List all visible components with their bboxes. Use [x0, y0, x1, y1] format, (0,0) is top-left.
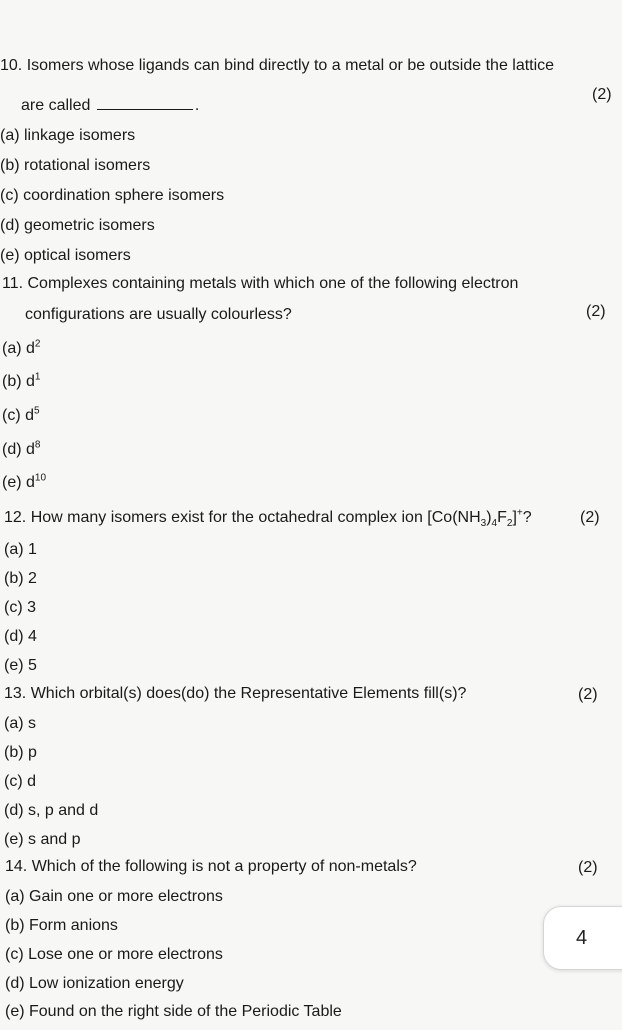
question-14-marks: (2): [578, 859, 598, 876]
question-14-text: 14. Which of the following is not a property of non-metals?: [5, 858, 417, 875]
question-13-marks: (2): [578, 686, 598, 703]
question-12-part-b: ): [486, 509, 492, 526]
option-superscript: 8: [34, 439, 41, 451]
question-11-text: 11. Complexes containing metals with which one of the following electron: [2, 275, 519, 292]
question-12-option-a: (a) 1: [4, 541, 37, 558]
question-13-option-d: (d) s, p and d: [4, 802, 99, 819]
question-10-option-c: (c) coordination sphere isomers: [0, 187, 225, 204]
question-14-option-b: (b) Form anions: [5, 917, 118, 934]
question-13-option-a: (a) s: [4, 715, 36, 732]
question-12-option-c: (c) 3: [4, 599, 36, 616]
question-12-text: [4, 508, 532, 528]
question-13-option-c: (c) d: [4, 773, 36, 790]
question-10-continuation: [21, 95, 199, 116]
question-10-option-d: (d) geometric isomers: [0, 217, 155, 234]
option-superscript: 10: [34, 472, 47, 484]
question-10-option-a: (a) linkage isomers: [0, 127, 136, 144]
question-12-option-b: (b) 2: [4, 570, 37, 587]
question-10-prefix: are called: [21, 97, 91, 114]
answer-blank: [97, 95, 193, 110]
question-11-continuation: configurations are usually colourless?: [25, 306, 292, 323]
question-14-option-e: (e) Found on the right side of the Periodic Table: [5, 1003, 342, 1020]
option-label: (b) d: [2, 373, 35, 390]
question-12-option-e: (e) 5: [4, 657, 37, 674]
question-13-option-b: (b) p: [4, 744, 37, 761]
question-11-option-b: [2, 372, 40, 392]
question-11-option-c: [2, 406, 40, 426]
question-12-sub-a: 3: [480, 518, 487, 530]
question-12-marks: (2): [580, 509, 600, 526]
question-12-sub-b: 4: [491, 518, 498, 530]
question-10-suffix: .: [194, 97, 200, 114]
option-label: (d) d: [2, 441, 35, 458]
question-14-option-a: (a) Gain one or more electrons: [5, 888, 223, 905]
question-12-option-d: (d) 4: [4, 628, 37, 645]
question-10-option-e: (e) optical isomers: [0, 247, 131, 264]
option-superscript: 2: [34, 338, 41, 350]
option-label: (e) d: [2, 474, 35, 491]
question-11-option-d: [2, 440, 40, 460]
page-number: 4: [576, 927, 588, 949]
option-superscript: 1: [34, 371, 41, 383]
question-10-option-b: (b) rotational isomers: [0, 157, 151, 174]
question-13-text: 13. Which orbital(s) does(do) the Representative Elements fill(s)?: [4, 685, 467, 702]
question-10-marks: (2): [592, 86, 612, 103]
question-14-option-d: (d) Low ionization energy: [5, 975, 184, 992]
question-12-part-e: ?: [522, 509, 532, 526]
question-12-part-d: ]: [512, 509, 517, 526]
question-12-sup-d: +: [516, 507, 523, 519]
question-12-sub-c: 2: [506, 518, 513, 530]
question-10-text: 10. Isomers whose ligands can bind directly to a metal or be outside the lattice: [0, 57, 555, 74]
question-14-option-c: (c) Lose one or more electrons: [5, 946, 223, 963]
question-11-option-e: [2, 473, 46, 493]
option-label: (a) d: [2, 340, 35, 357]
option-superscript: 5: [34, 405, 40, 417]
question-11-option-a: [2, 339, 40, 359]
question-13-option-e: (e) s and p: [4, 831, 81, 848]
option-label: (c) d: [2, 407, 34, 424]
page-number-badge[interactable]: [543, 906, 622, 970]
question-12-part-a: 12. How many isomers exist for the octahedral complex ion [Co(NH: [4, 509, 481, 526]
question-12-part-c: F: [497, 509, 507, 526]
question-11-marks: (2): [586, 303, 606, 320]
